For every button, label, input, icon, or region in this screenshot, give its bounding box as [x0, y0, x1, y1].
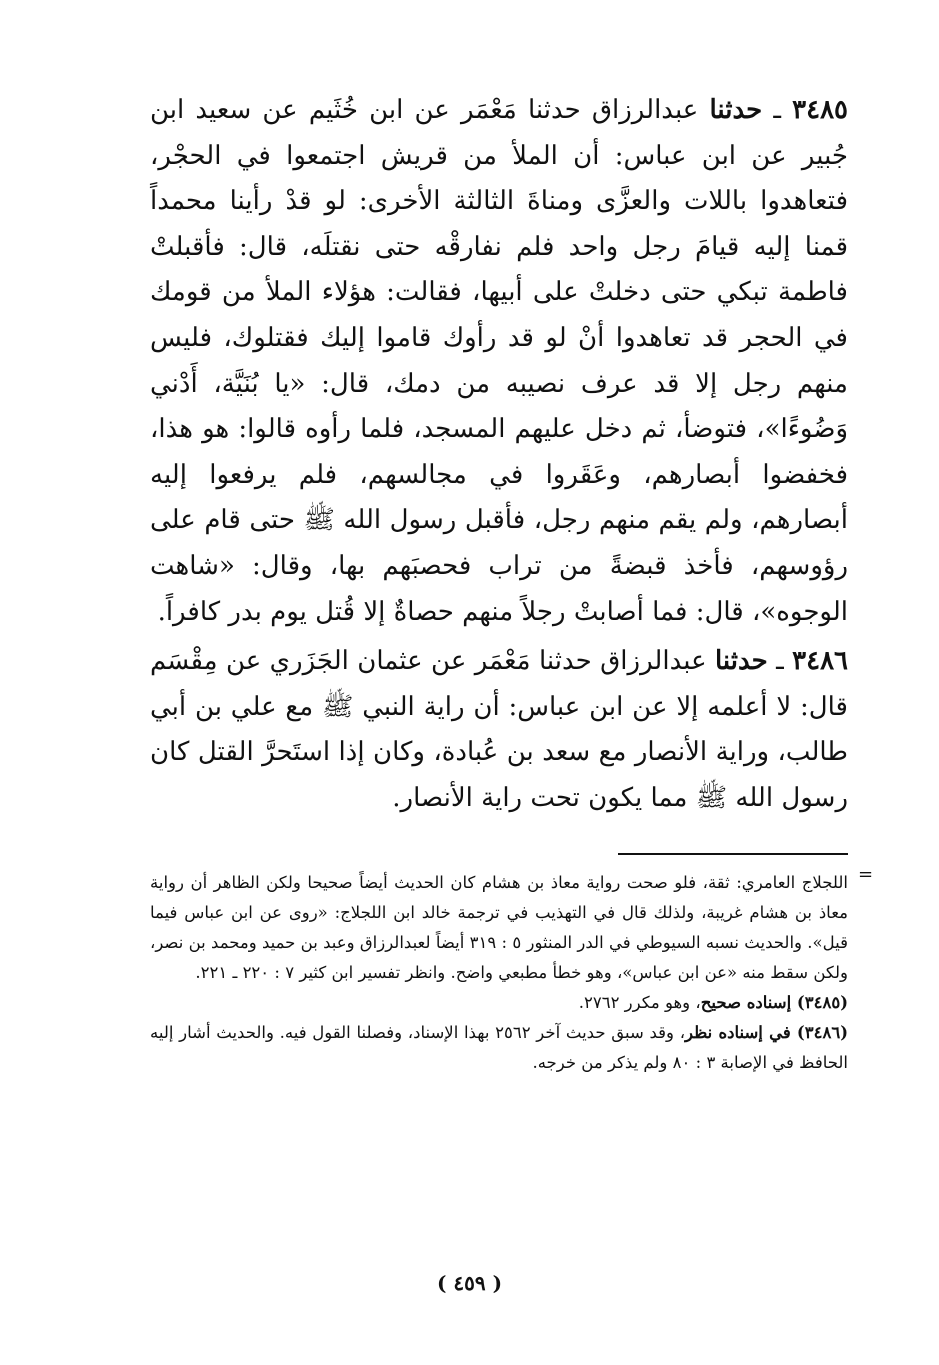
footnote-ref: (٣٤٨٦) — [790, 1023, 848, 1042]
footnote-3485 — [150, 988, 848, 1018]
hadith-number: ٣٤٨٦ — [792, 646, 848, 677]
hadith-3486 — [150, 639, 848, 821]
hadith-opening: حدثنا — [709, 95, 763, 125]
page-number: ( ٤٥٩ ) — [436, 1271, 503, 1295]
footnote-separator — [618, 853, 848, 855]
footnote-3486 — [150, 1018, 848, 1078]
hadith-text: عبدالرزاق حدثنا مَعْمَر عن ابن خُثَيم عن سعيد ابن جُبير عن ابن عباس: أن الملأ من قريش اجتمعوا في الحجْر، فتعاهدوا باللات والعزَّى ومناةَ الثالثة الأخرى: لو قدْ رأينا محمداً قمنا إليه قيامَ رجل واحد فلم نفارقْه حتى نقتلَه، قال: فأقبلتْ فاطمة تبكي حتى دخلتْ على أبيها، فقالت: هؤلاء الملأ من قومك في الحجر قد تعاهدوا أنْ لو قد رأوك قاموا إليك فقتلوك، فليس منهم رجل إلا قد عرف نصيبه من دمك، قال: «يا بُنَيَّة، أَدْني وَضُوءًا»، فتوضأ، ثم دخل عليهم المسجد، فلما رأوه قالوا: هو هذا، فخفضوا أبصارهم، وعَقَروا في مجالسهم، فلم يرفعوا إليه أبصارهم، ولم يقم منهم رجل، فأقبل رسول الله ﷺ حتى قام على رؤوسهم، فأخذ قبضةً من تراب فحصبَهم بها، وقال: «شاهت الوجوه»، قال: فما أصابتْ رجلاً منهم حصاةٌ إلا قُتل يوم بدر كافراً. — [150, 95, 848, 627]
footnote-text: ، وقد سبق حديث آخر ٢٥٦٢ بهذا الإسناد، وفصلنا القول فيه. والحديث أشار إليه الحافظ في الإصابة ٣ : ٨٠ ولم يذكر من خرجه. — [150, 1023, 848, 1072]
footnote-text: ، وهو مكرر ٢٧٦٢. — [578, 993, 701, 1012]
hadith-number: ٣٤٨٥ — [792, 95, 848, 125]
footnote-ref: (٣٤٨٥) — [791, 993, 848, 1012]
footnote-continuation: اللجلاج العامري: ثقة، فلو صحت رواية معاذ بن هشام كان الحديث أيضاً صحيحا ولكن الظاهر أن رواية معاذ بن هشام غريبة، ولذلك قال في التهذيب في ترجمة خالد ابن اللجلاج: «روى عن ابن عباس فيما قيل». والحديث نسبه السيوطي في الدر المنثور ٥ : ٣١٩ أيضاً لعبدالرزاق وعبد بن حميد ومحمد بن نصر، ولكن سقط منه «عن ابن عباس»، وهو خطأ مطبعي واضح. وانظر تفسير ابن كثير ٧ : ٢٢٠ ـ ٢٢١. — [150, 873, 848, 982]
hadith-dash: ـ — [767, 646, 793, 677]
hadith-opening: حدثنا — [714, 646, 768, 677]
footnotes — [150, 868, 848, 1078]
hadith-dash: ـ — [762, 95, 793, 125]
hadith-text: عبدالرزاق حدثنا مَعْمَر عن عثمان الجَزَري عن مِقْسَم قال: لا أعلمه إلا عن ابن عباس: أن راية النبي ﷺ مع علي بن أبي طالب، وراية الأنصار مع سعد بن عُبادة، وكان إذا استَحرَّ القتل كان رسول الله ﷺ مما يكون تحت راية الأنصار. — [150, 646, 848, 813]
continuation-mark: = — [858, 864, 874, 885]
main-text — [150, 88, 848, 822]
footnote-head: إسناده صحيح — [700, 993, 792, 1012]
footnote-head: في إسناده نظر — [685, 1023, 791, 1042]
hadith-3485 — [150, 88, 848, 635]
